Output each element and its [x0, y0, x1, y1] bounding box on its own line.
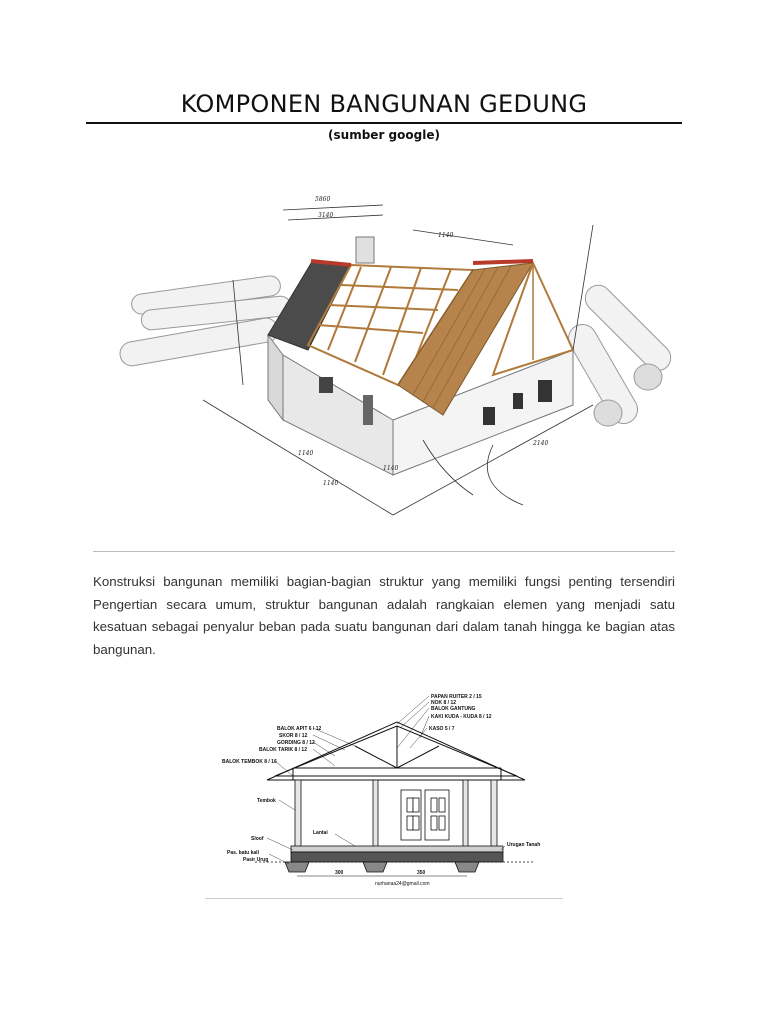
- svg-text:350: 350: [417, 870, 426, 876]
- svg-text:Urugan Tanah: Urugan Tanah: [507, 842, 541, 848]
- svg-text:Sloof: Sloof: [251, 836, 264, 842]
- figure-divider-bottom: [205, 898, 563, 899]
- svg-text:BALOK APIT 6 / 12: BALOK APIT 6 / 12: [277, 726, 322, 732]
- svg-text:nurhanaa24@gmail.com: nurhanaa24@gmail.com: [375, 881, 430, 887]
- source-caption: (sumber google): [328, 128, 440, 142]
- svg-text:PAPAN RUITER 2 / 15: PAPAN RUITER 2 / 15: [431, 694, 482, 700]
- svg-text:300: 300: [335, 870, 344, 876]
- svg-text:KASO 5 / 7: KASO 5 / 7: [429, 726, 455, 732]
- svg-text:SKOR 8 / 12: SKOR 8 / 12: [279, 733, 308, 739]
- svg-text:NOK 8 / 12: NOK 8 / 12: [431, 700, 457, 706]
- svg-text:Pasir Urug: Pasir Urug: [243, 857, 269, 863]
- svg-text:BALOK TEMBOK 8 / 16: BALOK TEMBOK 8 / 16: [222, 759, 277, 765]
- svg-text:2140: 2140: [533, 440, 549, 447]
- doors-section: [401, 790, 449, 840]
- svg-text:Pas. batu kali: Pas. batu kali: [227, 850, 259, 856]
- svg-text:GORDING 8 / 12: GORDING 8 / 12: [277, 740, 315, 746]
- svg-text:Lantai: Lantai: [313, 830, 328, 836]
- svg-text:BALOK TARIK 8 / 12: BALOK TARIK 8 / 12: [259, 747, 307, 753]
- body-paragraph: Konstruksi bangunan memiliki bagian-bagian struktur yang memiliki fungsi penting tersendiri Pengertian secara umum, struktur bangunan adalah rangkaian elemen yang menjadi satu kesatuan sebagai penyalur beban pada suatu bangunan dari dalam tanah hingga ke bagian atas bangunan.: [93, 574, 675, 657]
- svg-text:1140: 1140: [438, 232, 454, 239]
- svg-text:5860: 5860: [315, 196, 331, 203]
- svg-text:3140: 3140: [318, 212, 334, 219]
- svg-text:1140: 1140: [323, 480, 339, 487]
- figure-divider: [93, 551, 675, 552]
- house-construction-illustration: [93, 185, 675, 553]
- svg-text:BALOK GANTUNG: BALOK GANTUNG: [431, 706, 476, 712]
- svg-text:Tembok: Tembok: [257, 798, 276, 804]
- page-title: KOMPONEN BANGUNAN GEDUNG: [180, 90, 588, 118]
- building-section-drawing: [205, 688, 563, 900]
- svg-text:KAKI KUDA - KUDA 8 / 12: KAKI KUDA - KUDA 8 / 12: [431, 714, 492, 720]
- title-underline: [86, 122, 682, 124]
- svg-text:1140: 1140: [383, 465, 399, 472]
- svg-text:1140: 1140: [298, 450, 314, 457]
